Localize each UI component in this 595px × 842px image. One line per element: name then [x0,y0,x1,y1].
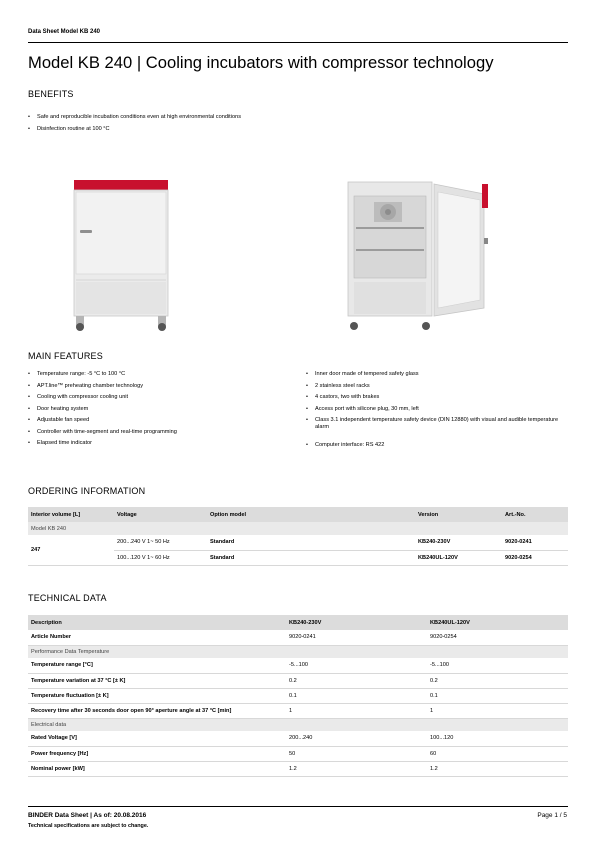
table-row [28,761,568,776]
table-cell: 1.2 [427,761,568,776]
table-cell: -5...100 [427,658,568,673]
table-cell: Temperature variation at 37 °C [± K] [28,673,286,688]
column-header: Art.-No. [502,507,568,522]
table-cell: -5...100 [286,658,427,673]
footer-note: Technical specifications are subject to change. [28,823,149,829]
table-cell: Temperature fluctuation [± K] [28,688,286,703]
ordering-heading: ORDERING INFORMATION [28,486,146,496]
list-item: • Disinfection routine at 100 °C [28,126,448,138]
table-cell: 0.1 [427,688,568,703]
list-item: • 4 castors, two with brakes [306,394,564,406]
table-cell: 1.2 [286,761,427,776]
column-header: KB240-230V [286,615,427,630]
product-image-closed [72,180,170,332]
list-item: • Computer interface: RS 422 [306,442,564,454]
volume-cell: 247 [28,535,114,565]
table-cell: 1 [427,703,568,718]
table-cell: 200...240 [286,731,427,746]
table-cell: 9020-0241 [286,630,427,645]
list-item: • Inner door made of tempered safety glass [306,371,564,383]
table-row [28,703,568,718]
column-header: Interior volume [L] [28,507,114,522]
technical-heading: TECHNICAL DATA [28,593,107,603]
table-cell: 9020-0254 [427,630,568,645]
benefits-list [28,114,448,137]
table-cell: 50 [286,746,427,761]
table-row [28,731,568,746]
table-cell: Standard [207,535,415,550]
table-cell: KB240UL-120V [415,550,502,565]
benefits-heading: BENEFITS [28,89,74,99]
group-label: Performance Data Temperature [28,645,568,658]
group-label: Electrical data [28,718,568,731]
table-cell: KB240-230V [415,535,502,550]
table-cell: 0.2 [286,673,427,688]
list-item: • Class 3.1 independent temperature safety device (DIN 12880) with visual and audible temperature alarm [306,417,564,442]
table-row [28,658,568,673]
table-cell: 9020-0241 [502,535,568,550]
list-item: • Temperature range: -5 °C to 100 °C [28,371,290,383]
list-item: • Access port with silicone plug, 30 mm, left [306,406,564,418]
table-group-row [28,718,568,731]
table-cell: Standard [207,550,415,565]
column-header: Description [28,615,286,630]
list-item: • APT.line™ preheating chamber technology [28,383,290,395]
list-item: • Controller with time-segment and real-time programming [28,429,290,441]
table-cell: Article Number [28,630,286,645]
list-item: • Door heating system [28,406,290,418]
table-cell: 0.2 [427,673,568,688]
table-cell: 1 [286,703,427,718]
table-row [28,673,568,688]
table-row [28,746,568,761]
page-number: Page 1 / 5 [537,812,567,819]
table-group-row [28,645,568,658]
table-cell: 200...240 V 1~ 50 Hz [114,535,207,550]
column-header: KB240UL-120V [427,615,568,630]
table-cell: Temperature range [°C] [28,658,286,673]
table-row [28,688,568,703]
table-cell: Recovery time after 30 seconds door open 90° aperture angle at 37 °C [min] [28,703,286,718]
list-item: • Elapsed time indicator [28,440,290,452]
list-item: • Adjustable fan speed [28,417,290,429]
page-title: Model KB 240 | Cooling incubators with compressor technology [28,53,494,72]
table-cell: 60 [427,746,568,761]
list-item: • 2 stainless steel racks [306,383,564,395]
header-label: Data Sheet Model KB 240 [28,29,101,35]
table-row [28,535,568,550]
features-list-right [306,371,564,454]
product-image-open [346,180,496,332]
ordering-table [28,507,568,566]
table-cell: Power frequency [Hz] [28,746,286,761]
group-label: Model KB 240 [28,522,568,535]
column-header: Option model [207,507,415,522]
header-divider [28,42,568,43]
technical-table [28,615,568,777]
table-cell: Rated Voltage [V] [28,731,286,746]
table-cell: Nominal power [kW] [28,761,286,776]
table-header-row [28,507,568,522]
footer-source: BINDER Data Sheet | As of: 20.08.2016 [28,812,147,819]
footer-divider [28,806,568,807]
list-item: • Cooling with compressor cooling unit [28,394,290,406]
table-group-row [28,522,568,535]
table-row [28,630,568,645]
column-header: Version [415,507,502,522]
features-heading: MAIN FEATURES [28,351,103,361]
features-list-left [28,371,290,452]
table-cell: 0.1 [286,688,427,703]
table-header-row [28,615,568,630]
table-cell: 100...120 V 1~ 60 Hz [114,550,207,565]
list-item: • Safe and reproducible incubation conditions even at high environmental conditions [28,114,448,126]
column-header: Voltage [114,507,207,522]
table-cell: 100...120 [427,731,568,746]
table-cell: 9020-0254 [502,550,568,565]
